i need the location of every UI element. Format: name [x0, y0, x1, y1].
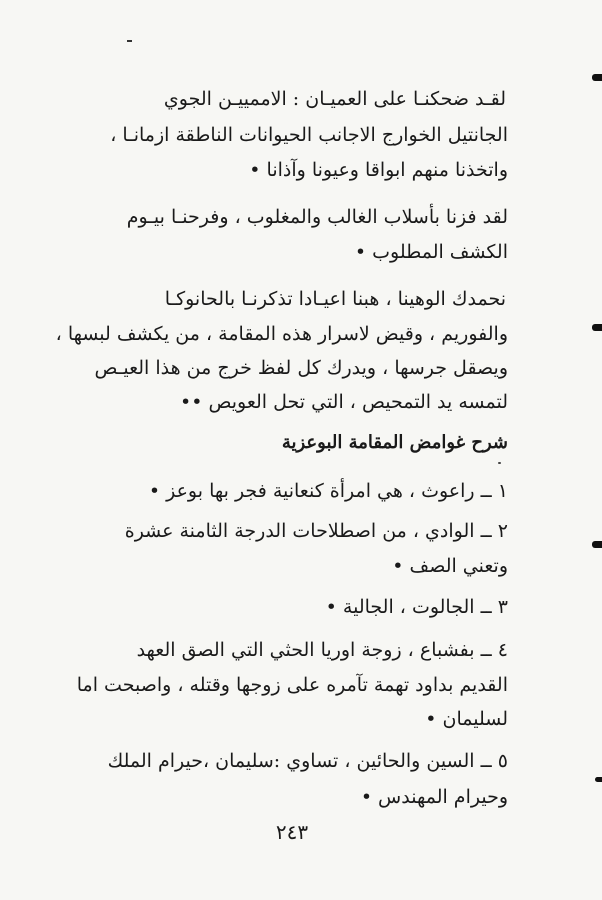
text-line: لقـد ضحكنـا على العميـان : الاممييـن الجوي — [163, 88, 506, 110]
scan-edge-mark — [592, 324, 602, 331]
section-heading: شرح غوامض المقامة البوعزية — [281, 432, 508, 453]
text-line: الجانتيل الخوارج الاجانب الحيوانات الناطقة ازمانـا ، — [110, 124, 508, 146]
text-line: واتخذنا منهم ابواقا وعيونا وآذانا • — [249, 159, 508, 181]
scan-edge-mark — [592, 541, 602, 548]
text-line: نحمدك الوهينا ، هبنا اعيـادا تذكرنـا بالحانوكـا — [164, 288, 506, 310]
text-line: لتمسه يد التمحيص ، التي تحل العويص •• — [180, 391, 508, 413]
page-speck — [127, 40, 132, 42]
text-line: لقد فزنا بأسلاب الغالب والمغلوب ، وفرحنـا بيـوم — [126, 206, 508, 228]
text-line: ويصقل جرسها ، ويدرك كل لفظ خرج من هذا العيـص — [94, 357, 508, 379]
note-line: ٣ ــ الجالوت ، الجالية • — [325, 596, 508, 618]
note-line: وتعني الصف • — [392, 555, 508, 577]
text-line: والفوريم ، وقيض لاسرار هذه المقامة ، من يكشف لبسها ، — [55, 323, 508, 345]
note-line: ١ ــ راعوث ، هي امرأة كنعانية فجر بها بوعز • — [148, 480, 508, 502]
note-line: ٤ ــ بفشباع ، زوجة اوريا الحثي التي الصق العهد — [136, 639, 508, 661]
note-line: القديم بداود تهمة تآمره على زوجها وقتله ، واصبحت اما — [76, 674, 508, 696]
scan-edge-mark — [595, 777, 602, 782]
note-line: ٢ ــ الوادي ، من اصطلاحات الدرجة الثامنة عشرة — [124, 520, 508, 542]
page-speck — [498, 462, 501, 464]
note-line: وحيرام المهندس • — [360, 786, 508, 808]
page-number: ٢٤٣ — [275, 820, 309, 844]
note-line: ٥ ــ السين والحائين ، تساوي :سليمان ،حيرام الملك — [107, 750, 508, 772]
scan-edge-mark — [592, 74, 602, 81]
note-line: لسليمان • — [425, 708, 508, 730]
text-line: الكشف المطلوب • — [354, 241, 508, 263]
